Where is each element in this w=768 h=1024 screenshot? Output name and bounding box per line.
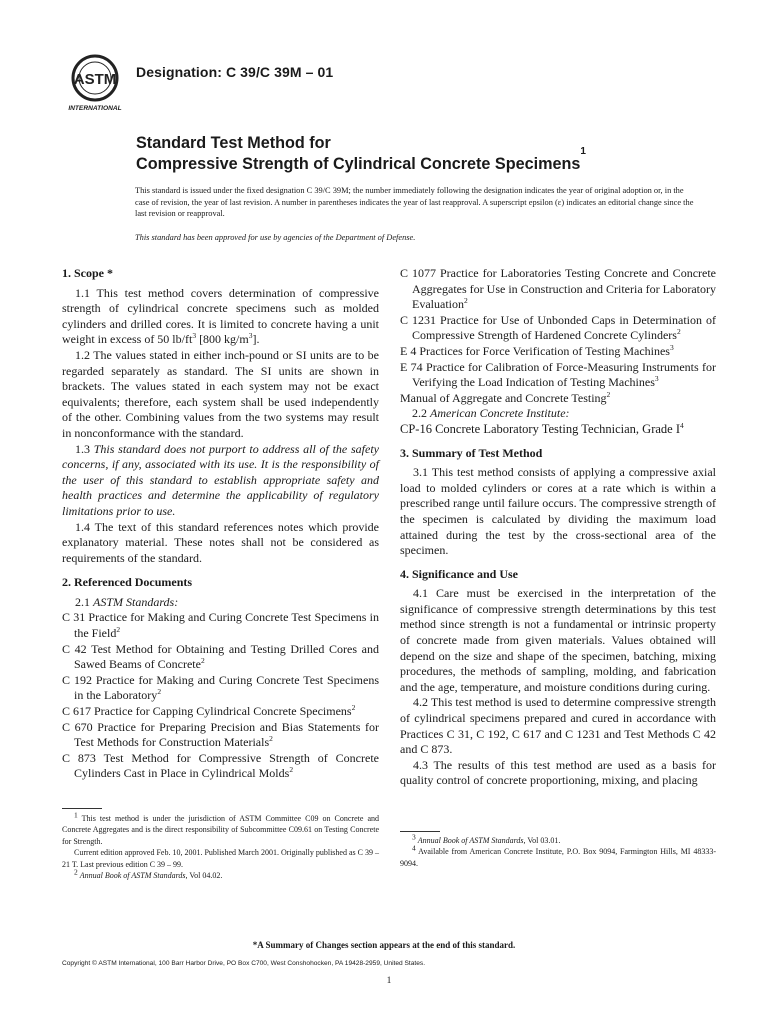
paragraph-3-1: 3.1 This test method consists of applying a compressive axial load to molded cylinders or cores at a rate which is within a prescribed range until failure occurs. The compressive strength of the specimen is calculated by dividing the maximum load attained during the test by the cross-sectional area of the specimen.	[400, 465, 716, 558]
left-reference-list	[62, 610, 379, 782]
reference-item: E 74 Practice for Calibration of Force-Measuring Instruments for Verifying the Load Indication of Testing Machines$^3$	[400, 359, 716, 390]
paragraph-4-2: 4.2 This test method is used to determine compressive strength of cylindrical specimens prepared and cured in accordance with Practices C 31, C 192, C 617 and C 1231 and Test Methods C 42 and C 873.	[400, 695, 716, 757]
reference-item: C 617 Practice for Capping Cylindrical Concrete Specimens$^2$	[62, 703, 356, 719]
reference-item: C 1077 Practice for Laboratories Testing Concrete and Concrete Aggregates for Use in Construction and Criteria for Laboratory Evaluation$^2$	[400, 266, 716, 312]
reference-item: C 1231 Practice for Use of Unbonded Caps in Determination of Compressive Strength of Hardened Concrete Cylinders$^2$	[400, 312, 716, 343]
logo-text: ASTM	[73, 71, 117, 88]
footnote: $^2$ Annual Book of ASTM Standards, Vol 04.02.	[74, 867, 223, 881]
astm-logo	[62, 52, 128, 114]
reference-item: C 42 Test Method for Obtaining and Testing Drilled Cores and Sawed Beams of Concrete$^2$	[62, 641, 379, 672]
paragraph-4-3: 4.3 The results of this test method are used as a basis for quality control of concrete proportioning, mixing, and placing	[400, 757, 716, 788]
right-footnotes	[400, 831, 716, 869]
left-footnotes	[62, 808, 379, 881]
right-reference-list	[400, 266, 716, 406]
scope-heading: 1. Scope *	[62, 266, 113, 280]
title-line-1: Standard Test Method for	[136, 134, 331, 152]
reference-item: C 670 Practice for Preparing Precision and Bias Statements for Test Methods for Construction Materials$^2$	[62, 719, 379, 750]
reference-item: C 873 Test Method for Compressive Strength of Concrete Cylinders Cast in Place in Cylindrical Molds$^2$	[62, 750, 379, 781]
left-column	[62, 266, 379, 782]
paragraph-1-2: 1.2 The values stated in either inch-pound or SI units are to be regarded separately as standard. The SI units are shown in brackets. The values stated in each system may not be exact equivalents; therefore, each system shall be used independently of the other. Combining values from the two systems may result in nonconformance with the standard.	[62, 347, 379, 440]
logo-subtext: INTERNATIONAL	[68, 105, 122, 112]
title-footnote-mark: 1	[580, 146, 586, 157]
title-line-2: Compressive Strength of Cylindrical Concrete Specimens$^1$	[136, 146, 586, 173]
significance-heading: 4. Significance and Use	[400, 566, 519, 581]
document-title	[136, 133, 586, 175]
paragraph-1-1: 1.1 This test method covers determination of compressive strength of cylindrical concrete specimens such as molded cylinders and drilled cores. It is limited to concrete having a unit weight in excess of 50 $lb/ft^3$ [800 $kg/m^3$].	[62, 285, 379, 347]
summary-heading: 3. Summary of Test Method	[400, 445, 543, 460]
copyright-line: Copyright © ASTM International, 100 Barr Harbor Drive, PO Box C700, West Conshohocken, PA 19428-2959, United States.	[62, 960, 426, 967]
summary-of-changes-note: *A Summary of Changes section appears at the end of this standard.	[252, 940, 516, 950]
footnote: $^1$ This test method is under the jurisdiction of ASTM Committee C09 on Concrete and Concrete Aggregates and is the direct responsibility of Subcommittee C09.61 on Testing Concrete for Strength.	[62, 810, 379, 846]
footnote: Current edition approved Feb. 10, 2001. Published March 2001. Originally published as C 39 – 21 T. Last previous edition C 39 – 99.	[62, 848, 379, 869]
reference-item: Manual of Aggregate and Concrete Testing$^2$	[400, 389, 611, 405]
page-number: 1	[386, 976, 392, 986]
right-column	[400, 266, 716, 789]
dod-note: This standard has been approved for use by agencies of the Department of Defense.	[135, 233, 416, 242]
reference-item: C 192 Practice for Making and Curing Concrete Test Specimens in the Laboratory$^2$	[62, 672, 379, 703]
reference-item: E 4 Practices for Force Verification of Testing Machines$^3$	[400, 342, 674, 358]
paragraph-1-3: 1.3 This standard does not purport to address all of the safety concerns, if any, associated with its use. It is the responsibility of the user of this standard to establish appropriate safety and health practices and determine the applicability of regulatory limitations prior to use.	[62, 441, 379, 518]
paragraph-1-4: 1.4 The text of this standard references notes which provide explanatory material. These notes shall not be considered as requirements of the standard.	[62, 519, 379, 565]
designation: Designation: C 39/C 39M – 01	[136, 64, 334, 80]
paragraph-4-1: 4.1 Care must be exercised in the interpretation of the significance of compressive strength determinations by this test method since strength is not a fundamental or intrinsic property of concrete made from given materials. Values obtained will depend on the size and shape of the specimen, batching, mixing procedures, the methods of sampling, molding, and fabrication and the age, temperature, and moisture conditions during curing.	[400, 586, 716, 694]
aci-label: 2.2 American Concrete Institute:	[412, 406, 570, 421]
preamble: This standard is issued under the fixed designation C 39/C 39M; the number immediately following the designation indicates the year of original adoption or, in the case of revision, the year of last revision. A number in parentheses indicates the year of last reapproval. A superscript epsilon (ε) indicates an editorial change since the last revision or reapproval.	[135, 186, 694, 219]
footnote: $^3$ Annual Book of ASTM Standards, Vol 03.01.	[412, 832, 561, 845]
reference-item: C 31 Practice for Making and Curing Concrete Test Specimens in the Field$^2$	[62, 610, 379, 641]
aci-reference: CP-16 Concrete Laboratory Testing Technician, Grade $I^4$	[400, 420, 684, 436]
footnote: $^4$ Available from American Concrete Institute, P.O. Box 9094, Farmington Hills, MI 48333-9094.	[400, 843, 716, 868]
refdocs-heading: 2. Referenced Documents	[62, 575, 193, 590]
astm-standards-label: 2.1 ASTM Standards:	[75, 594, 179, 609]
